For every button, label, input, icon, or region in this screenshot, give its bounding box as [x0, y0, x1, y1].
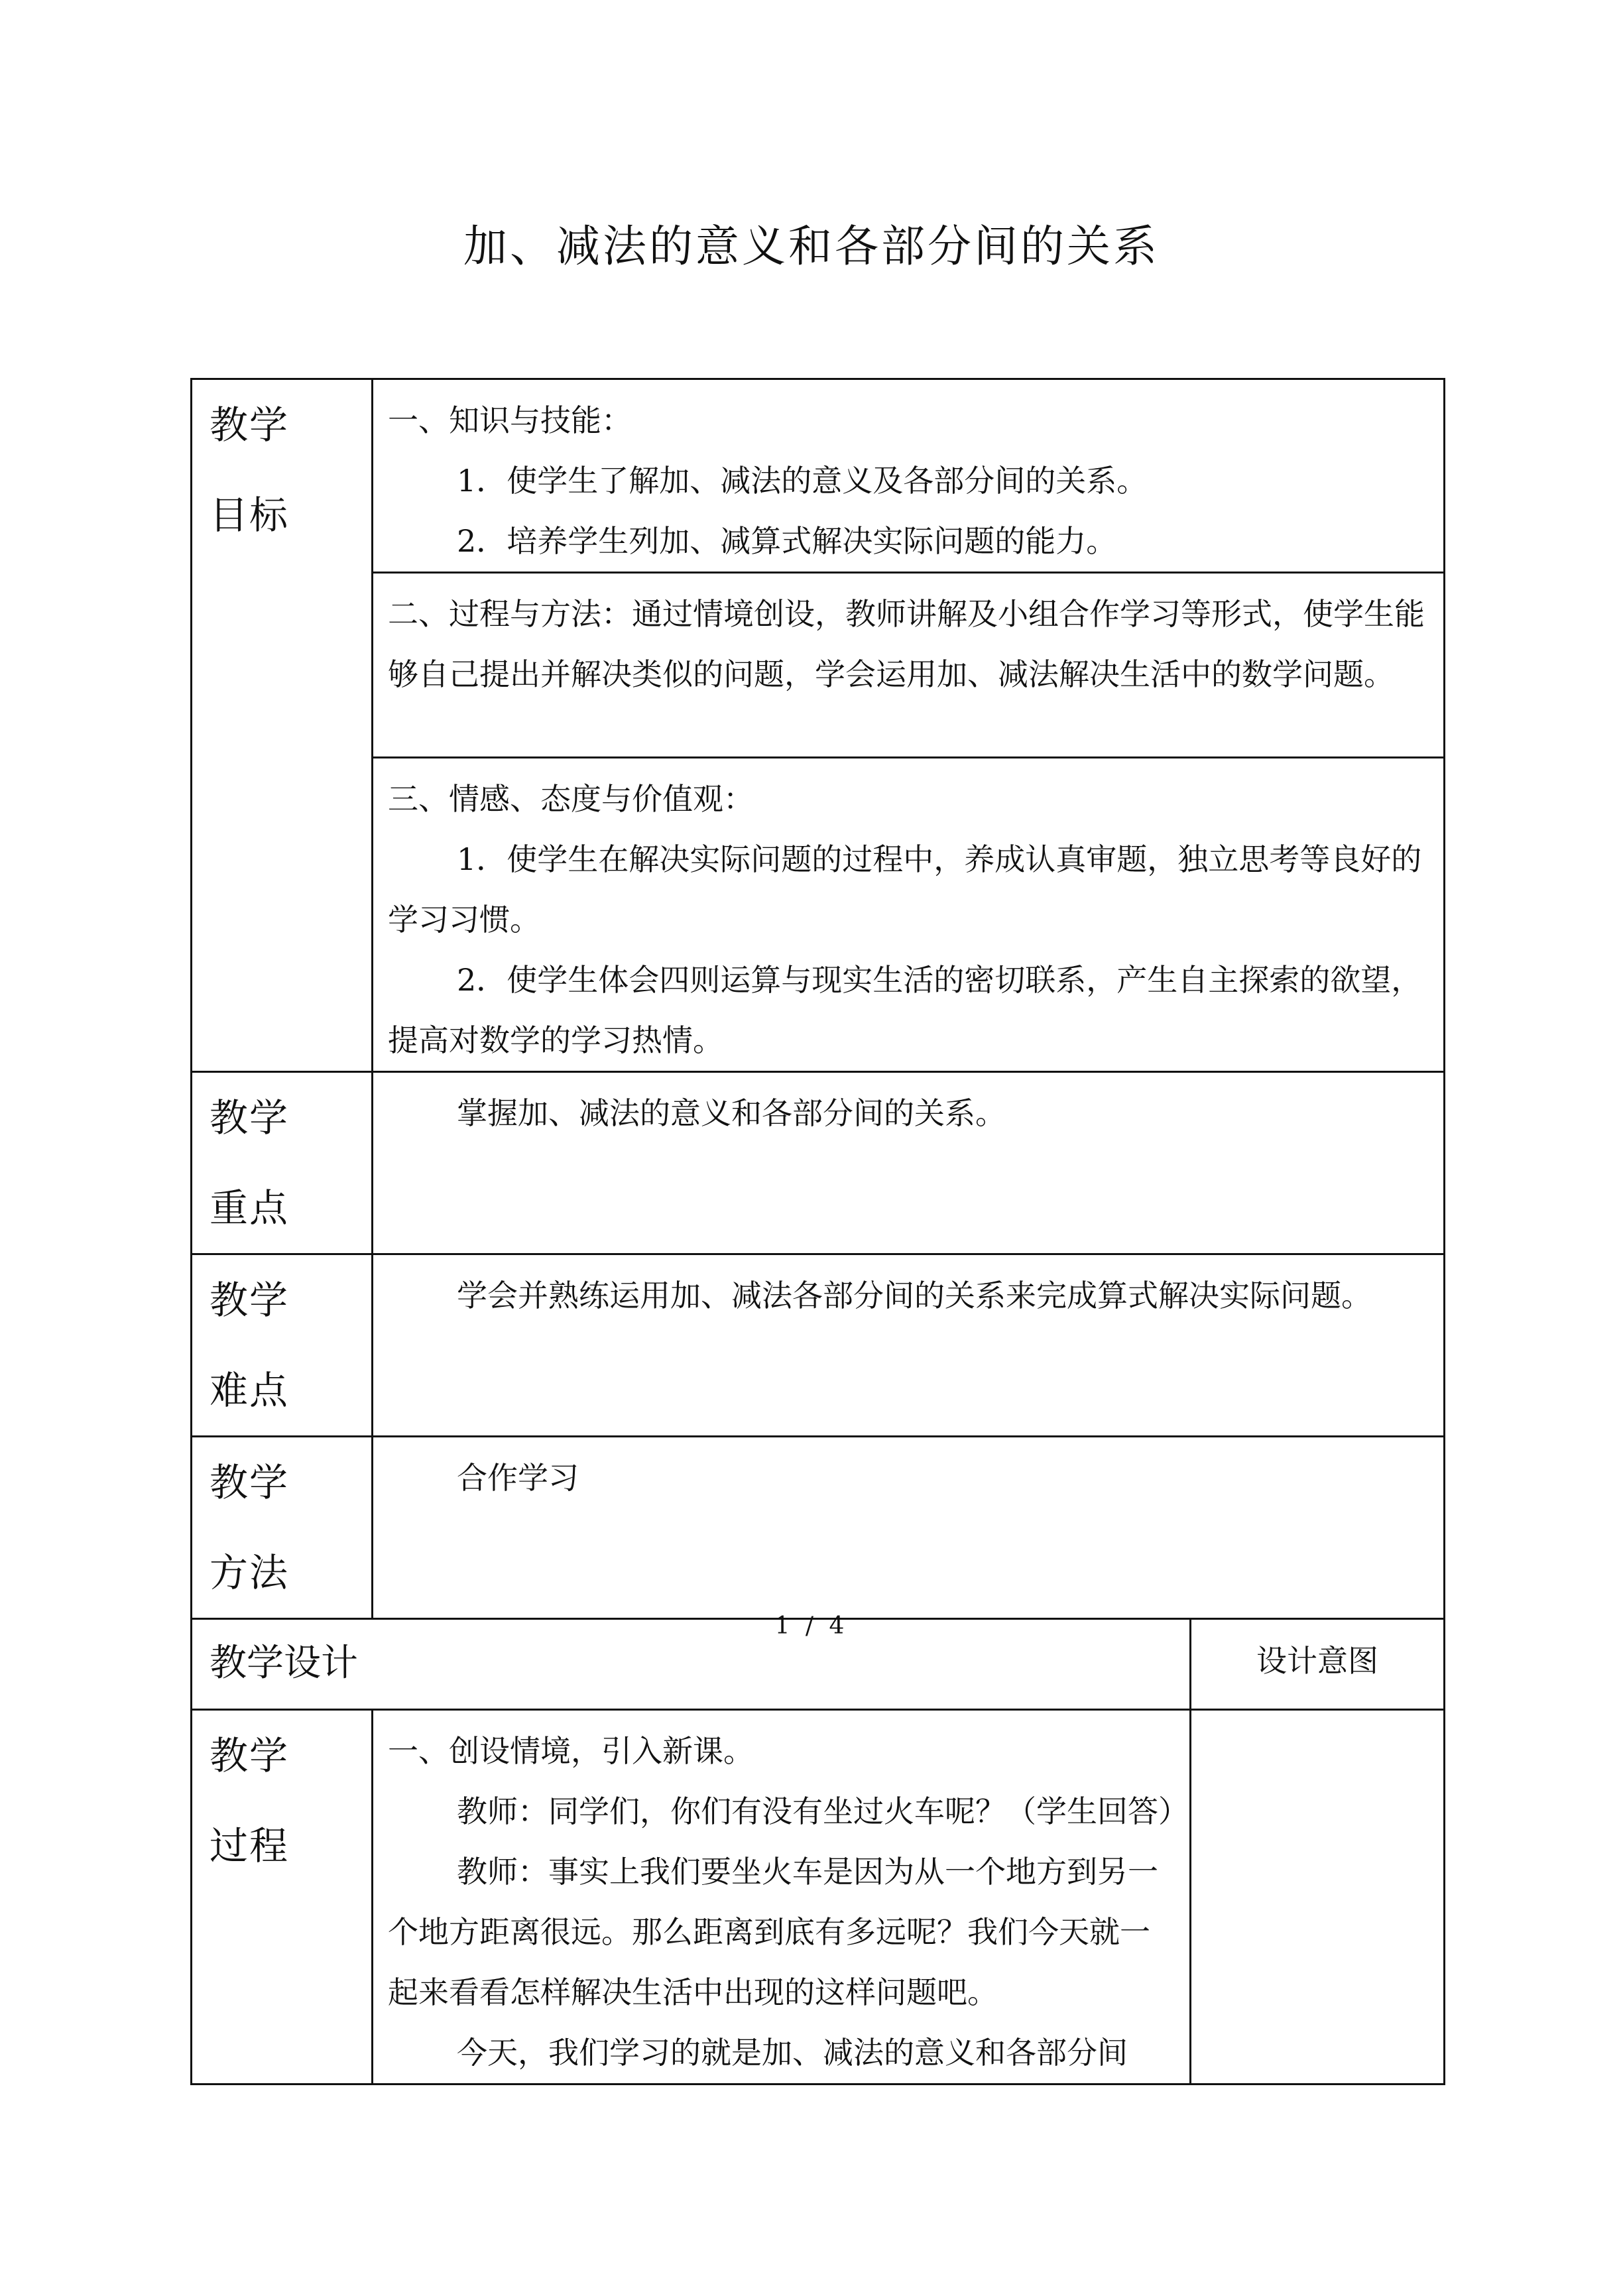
- methods-label-line1: 教学: [210, 1460, 290, 1505]
- process-methods-cell: [373, 573, 1445, 758]
- knowledge-item: 2．培养学生列加、减算式解决实际问题的能力。: [457, 523, 1117, 559]
- process-label-line1: 教学: [210, 1733, 290, 1778]
- objectives-row-knowledge: [192, 379, 1445, 573]
- methods-label: [192, 1437, 373, 1619]
- design-header: 教学设计: [192, 1619, 1191, 1710]
- emotion-values-cell: [373, 758, 1445, 1072]
- process-methods-text: 二、过程与方法：通过情境创设，教师讲解及小组合作学习等形式，使学生能够自己提出并解决类似的问题，学会运用加、减法解决生活中的数学问题。: [388, 596, 1425, 692]
- key-points-row: [192, 1072, 1445, 1254]
- page-number: 1 / 4: [774, 1612, 849, 1640]
- process-row: [192, 1710, 1445, 2085]
- key-points-cell: [373, 1072, 1445, 1254]
- key-points-label-line2: 重点: [210, 1185, 290, 1231]
- emotion-heading: 三、情感、态度与价值观：: [388, 781, 754, 817]
- emotion-item: 2．使学生体会四则运算与现实生活的密切联系，产生自主探索的欲望，提高对数学的学习热情。: [388, 962, 1422, 1058]
- key-points-label: [192, 1072, 373, 1254]
- emotion-item: 1．使学生在解决实际问题的过程中，养成认真审题，独立思考等良好的学习习惯。: [388, 841, 1422, 937]
- lesson-plan-table: [190, 378, 1445, 2085]
- process-label-line2: 过程: [210, 1823, 290, 1868]
- objectives-label-line1: 教学: [210, 402, 290, 448]
- page-title: 加、减法的意义和各部分间的关系: [463, 221, 1160, 272]
- knowledge-heading: 一、知识与技能：: [388, 402, 632, 438]
- knowledge-item: 1．使学生了解加、减法的意义及各部分间的关系。: [457, 463, 1148, 499]
- difficulties-text: 学会并熟练运用加、减法各部分间的关系来完成算式解决实际问题。: [457, 1278, 1372, 1313]
- process-cell: [373, 1710, 1191, 2085]
- knowledge-skills-cell: [373, 379, 1445, 573]
- design-intent-header: 设计意图: [1191, 1619, 1445, 1710]
- difficulties-label: [192, 1254, 373, 1437]
- methods-cell: [373, 1437, 1445, 1619]
- design-intent-cell: [1191, 1710, 1445, 2085]
- methods-text: 合作学习: [457, 1460, 579, 1496]
- difficulties-label-line2: 难点: [210, 1368, 290, 1413]
- objectives-row-emotion: [192, 758, 1445, 1072]
- difficulties-row: [192, 1254, 1445, 1437]
- process-heading: 一、创设情境，引入新课。: [388, 1733, 754, 1769]
- difficulties-label-line1: 教学: [210, 1278, 290, 1323]
- key-points-label-line1: 教学: [210, 1095, 290, 1140]
- key-points-text: 掌握加、减法的意义和各部分间的关系。: [457, 1095, 1006, 1131]
- difficulties-cell: [373, 1254, 1445, 1437]
- process-paragraph: 今天，我们学习的就是加、减法的意义和各部分间: [457, 2035, 1128, 2071]
- methods-label-line2: 方法: [210, 1550, 290, 1595]
- process-label: [192, 1710, 373, 2085]
- methods-row: [192, 1437, 1445, 1619]
- process-paragraph: 教师：同学们，你们有没有坐过火车呢？（学生回答）: [457, 1793, 1189, 1829]
- objectives-label-line2: 目标: [210, 493, 290, 538]
- objectives-row-process: [192, 573, 1445, 758]
- process-paragraph: 教师：事实上我们要坐火车是因为从一个地方到另一个地方距离很远。那么距离到底有多远呢？我们今天就一起来看看怎样解决生活中出现的这样问题吧。: [388, 1854, 1158, 2010]
- objectives-label: [192, 379, 373, 1072]
